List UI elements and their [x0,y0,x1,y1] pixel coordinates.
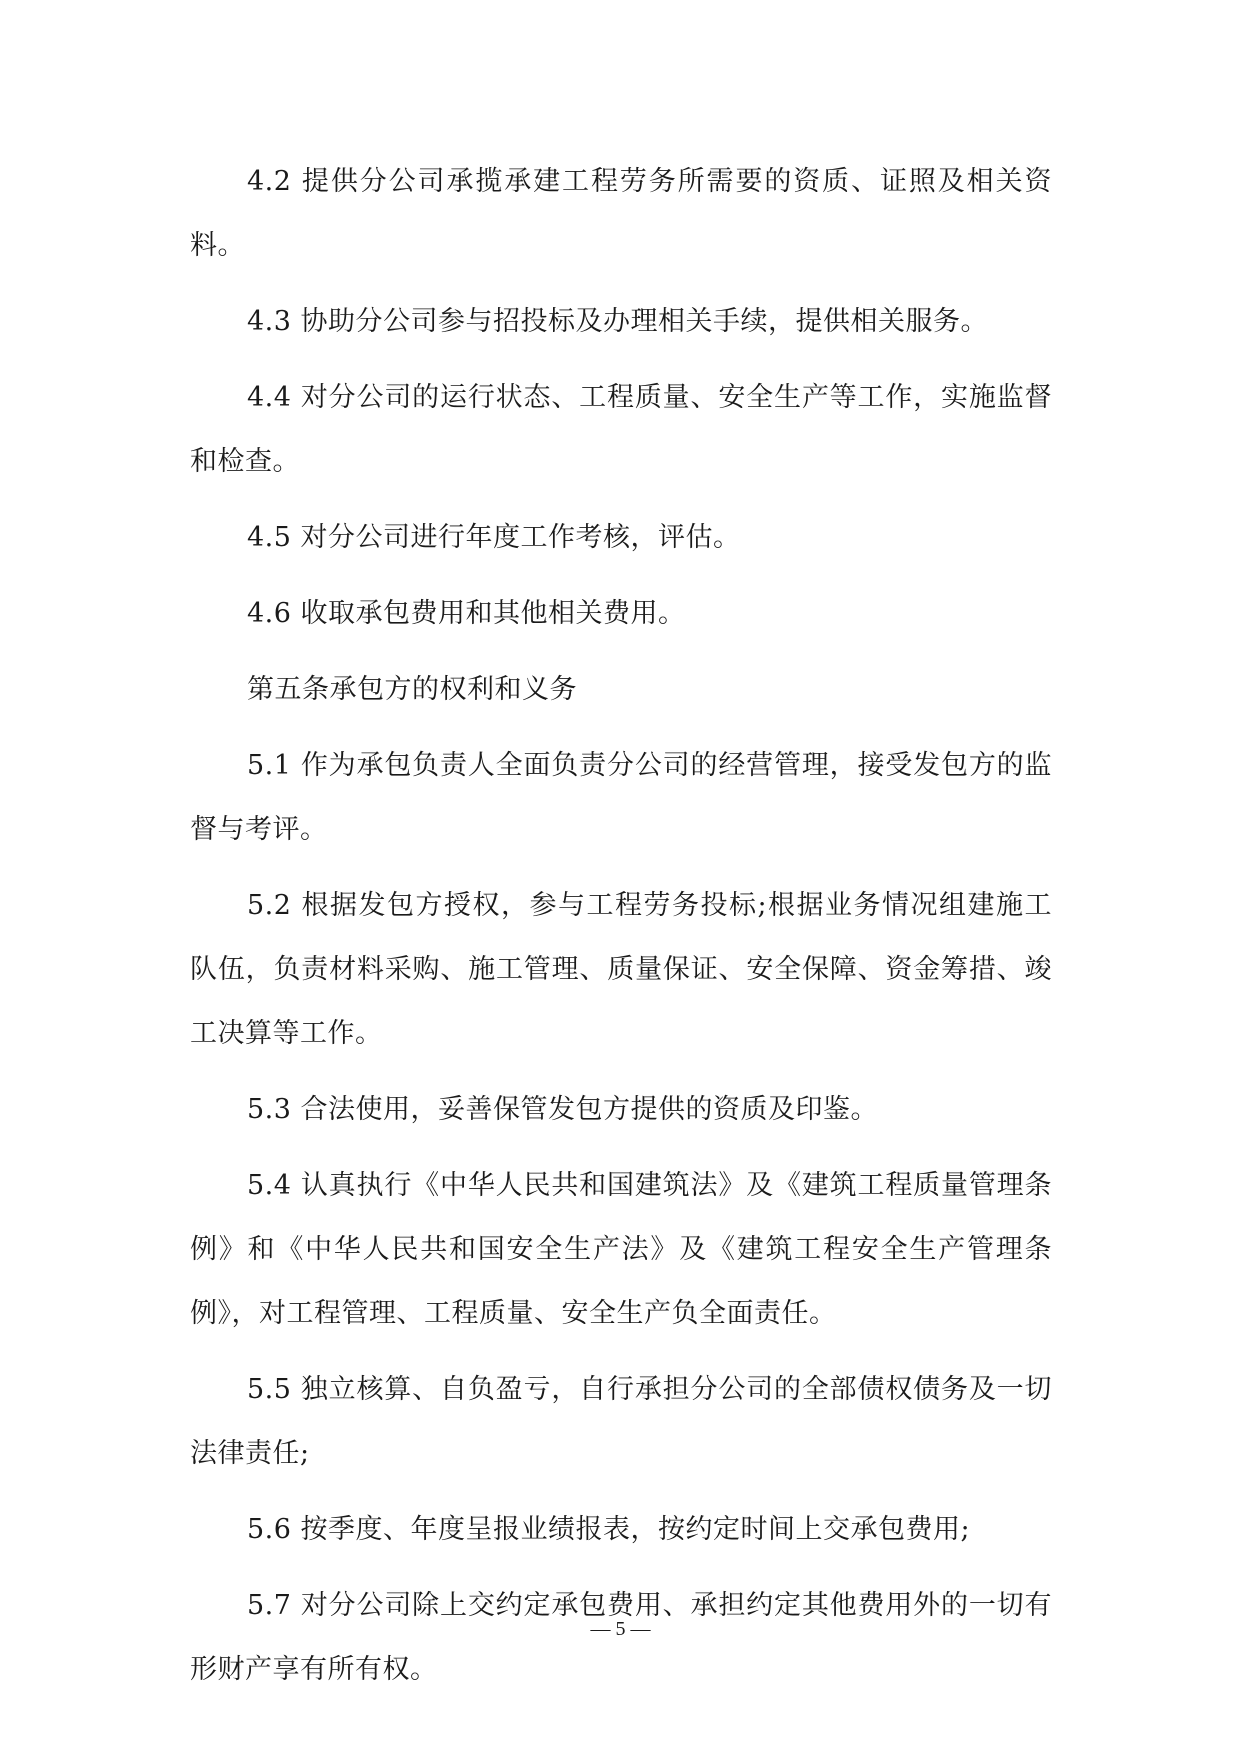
paragraph-5-1: 5.1 作为承包负责人全面负责分公司的经营管理，接受发包方的监督与考评。 [190,750,1052,845]
section-heading-article-5: 第五条承包方的权利和义务 [247,674,577,705]
paragraph-5-4: 5.4 认真执行《中华人民共和国建筑法》及《建筑工程质量管理条例》和《中华人民共和国安全生产法》及《建筑工程安全生产管理条例》，对工程管理、工程质量、安全生产负全面责任。 [190,1170,1052,1329]
paragraph-4-5: 4.5 对分公司进行年度工作考核，评估。 [247,522,741,553]
paragraph-5-6: 5.6 按季度、年度呈报业绩报表，按约定时间上交承包费用; [247,1514,971,1545]
paragraph-4-3: 4.3 协助分公司参与招投标及办理相关手续，提供相关服务。 [247,306,989,337]
paragraph-5-3: 5.3 合法使用，妥善保管发包方提供的资质及印鉴。 [247,1094,879,1125]
paragraph-4-2: 4.2 提供分公司承揽承建工程劳务所需要的资质、证照及相关资料。 [190,166,1052,261]
paragraph-5-2: 5.2 根据发包方授权，参与工程劳务投标;根据业务情况组建施工队伍，负责材料采购、施工管理、质量保证、安全保障、资金筹措、竣工决算等工作。 [190,890,1052,1049]
page-number: — 5 — [590,1618,651,1640]
paragraph-4-4: 4.4 对分公司的运行状态、工程质量、安全生产等工作，实施监督和检查。 [190,382,1052,477]
document-body [190,150,1052,1714]
paragraph-5-5: 5.5 独立核算、自负盈亏，自行承担分公司的全部债权债务及一切法律责任; [190,1374,1052,1469]
paragraph-5-7: 5.7 对分公司除上交约定承包费用、承担约定其他费用外的一切有形财产享有所有权。 [190,1590,1052,1685]
paragraph-4-6: 4.6 收取承包费用和其他相关费用。 [247,598,686,629]
